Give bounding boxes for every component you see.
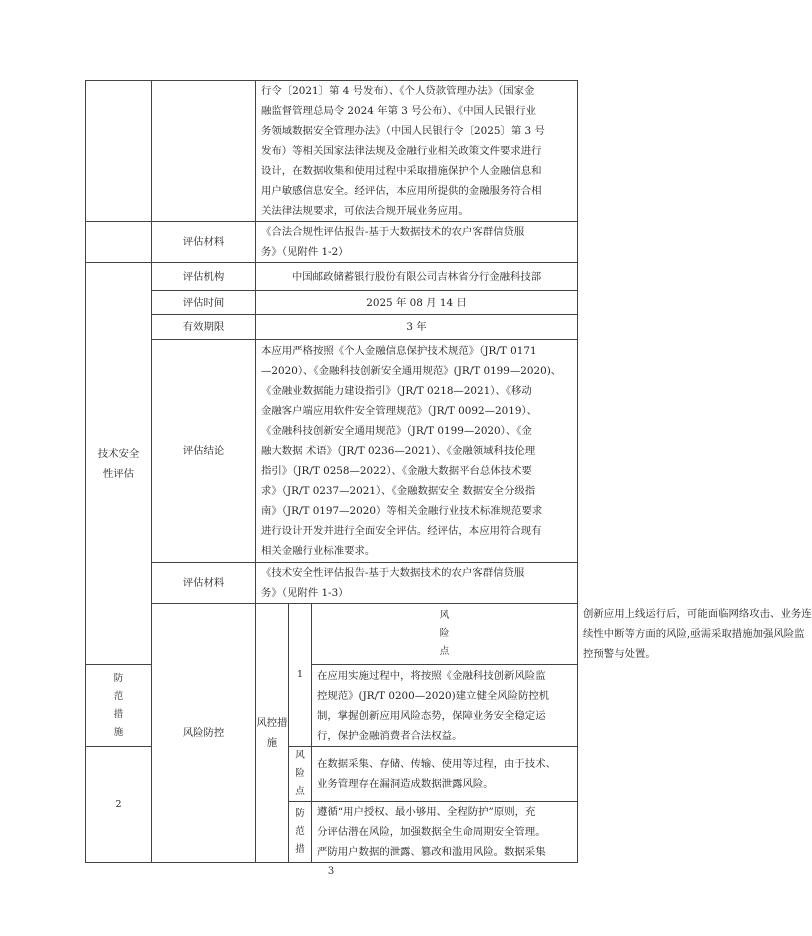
risk-item-1-measure-label: 防 范 措 施 — [86, 665, 152, 747]
category-cell-empty — [86, 81, 152, 222]
page-number: 3 — [327, 866, 335, 877]
risk-item-2-point-label: 风 险 点 — [289, 747, 312, 802]
tech-material-label: 评估材料 — [152, 563, 256, 604]
tech-material-row — [86, 563, 578, 604]
institution-row — [86, 263, 578, 291]
compliance-conclusion-text: 行令〔2021〕第 4 号发布）、《个人贷款管理办法》（国家金 融监督管理总局令 2024 年第 3 号公布）、《中国人民银行业 务领域数据安全管理办法》（中国人民银行令〔2025〕第 3 号 发布）等相关国家法律法规及金融行业相关政策文件要求进行 设计，在数据收集和使用过程中采取措施保护个人金融信息和 用户敏感信息安全。经评估，本应用所提供的金融服务符合相 关法律法规要求，可依法合规开展业务应用。 — [256, 81, 578, 222]
label-cell-empty — [152, 81, 256, 222]
risk-item-2-measure-text: 遵循“用户授权、最小够用、全程防护”原则，充 分评估潜在风险，加强数据全生命周期安全管理。 严防用户数据的泄露、篡改和滥用风险。数据采集 — [312, 802, 578, 863]
conclusion-label: 评估结论 — [152, 340, 256, 563]
compliance-conclusion-row — [86, 81, 578, 222]
risk-item-1-measure-text: 在应用实施过程中，将按照《金融科技创新风险监 控规范》(JR/T 0200—2020)建立健全风险防控机 制，掌握创新应用风险态势，保障业务安全稳定运 行，保护金融消费者合法权益。 — [312, 665, 578, 747]
validity-label: 有效期限 — [152, 315, 256, 340]
validity-row — [86, 315, 578, 340]
assessment-time-value: 2025 年 08 月 14 日 — [256, 291, 578, 315]
compliance-material-text: 《合法合规性评估报告-基于大数据技术的农户客群信贷服 务》（见附件 1-2） — [256, 222, 578, 263]
assessment-time-label: 评估时间 — [152, 291, 256, 315]
conclusion-row — [86, 340, 578, 563]
assessment-table — [85, 80, 812, 863]
validity-value: 3 年 — [256, 315, 578, 340]
institution-label: 评估机构 — [152, 263, 256, 291]
assessment-time-row — [86, 291, 578, 315]
conclusion-text: 本应用严格按照《个人金融信息保护技术规范》（JR/T 0171 —2020）、《金融科技创新安全通用规范》(JR/T 0199—2020)、 《金融业数据能力建设指引》（JR/T 0218—2021）、《移动 金融客户端应用软件安全管理规范》（JR/T 0092—2019）、 《金融科技创新安全通用规范》（JR/T 0199—2020）、《金 融大数据 术语》（JR/T 0236—2021）、《金融领域科技伦理 指引》（JR/T 0258—2022）、《金融大数据平台总体技术要 求》（JR/T 0237—2021）、《金融数据安全 数据安全分级指 南》（JR/T 0197—2020）等相关金融行业技术标准规范要求 进行设计开发并进行全面安全评估。经评估，本应用符合现有 相关金融行业标准要求。 — [256, 340, 578, 563]
risk-item-2-measure-label: 防 范 措 — [289, 802, 312, 863]
compliance-material-row — [86, 222, 578, 263]
risk-item-2-point-text: 在数据采集、存储、传输、使用等过程，由于技术、 业务管理存在漏洞造成数据泄露风险。 — [312, 747, 578, 802]
category-cell-empty — [86, 222, 152, 263]
risk-measures-label: 风控措施 — [256, 604, 289, 863]
risk-item-2-number: 2 — [86, 747, 152, 863]
institution-value: 中国邮政储蓄银行股份有限公司吉林省分行金融科技部 — [256, 263, 578, 291]
tech-material-text: 《技术安全性评估报告-基于大数据技术的农户客群信贷服 务》（见附件 1-3） — [256, 563, 578, 604]
risk-item-1-point-label: 风 险 点 — [312, 604, 578, 665]
risk-item-1-number: 1 — [289, 604, 312, 747]
risk-control-category: 风险防控 — [152, 604, 256, 863]
tech-security-category: 技术安全 性评估 — [86, 263, 152, 665]
compliance-material-label: 评估材料 — [152, 222, 256, 263]
risk-item-1-point-row: 风险防控 风控措施 1 风 险 点 创新应用上线运行后，可能面临网络攻击、业务连 续性中断等方面的风险,亟需采取措施加强风险监 控预警与处置。 — [86, 604, 578, 665]
